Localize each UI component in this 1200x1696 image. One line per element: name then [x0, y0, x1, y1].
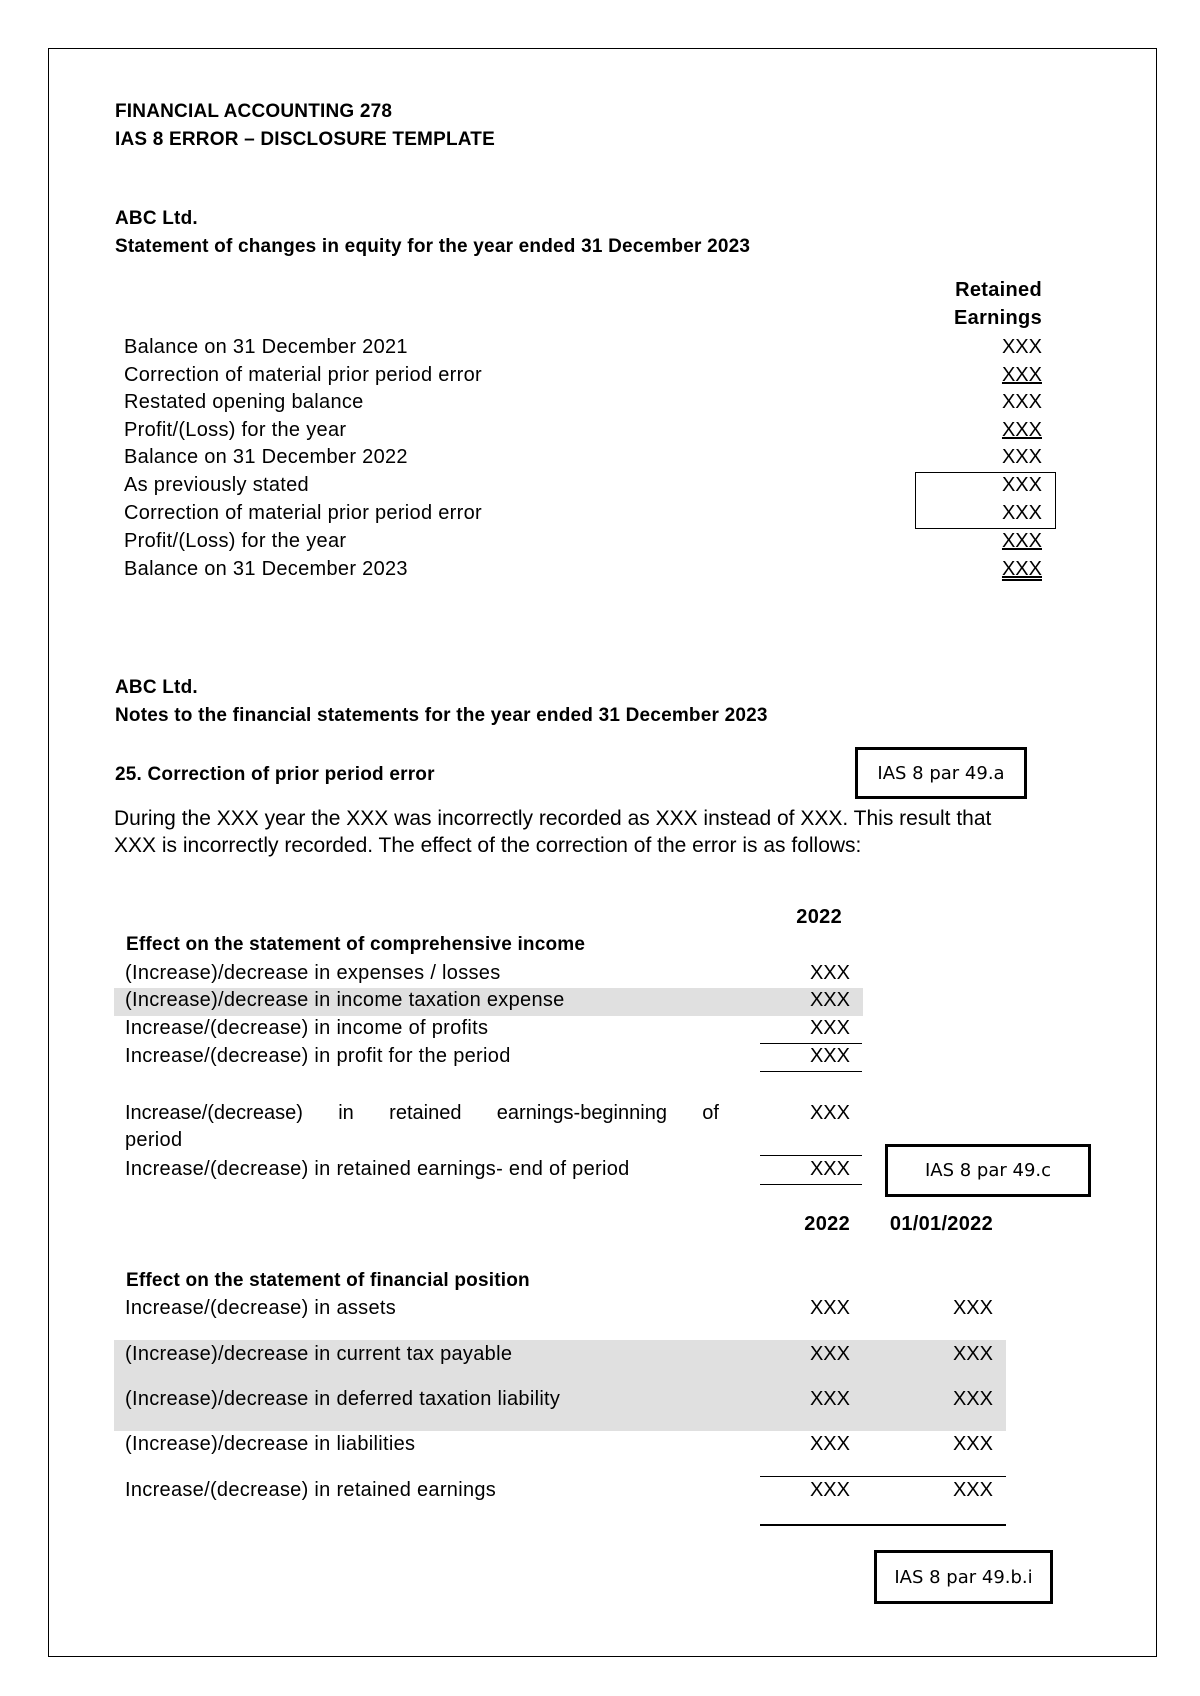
soce-row-label: Correction of material prior period error [124, 364, 482, 386]
position-row-v2: XXX [952, 1297, 993, 1319]
income-row-value: XXX [809, 1017, 850, 1039]
soce-company: ABC Ltd. [115, 208, 198, 229]
soce-row-value: XXX [1001, 502, 1042, 524]
course-title: FINANCIAL ACCOUNTING 278 [115, 101, 393, 122]
notes-title: Notes to the financial statements for the year ended 31 December 2023 [115, 705, 768, 726]
re-end-value: XXX [809, 1158, 850, 1180]
soce-row-value: XXX [1001, 364, 1042, 386]
soce-row-value: XXX [1001, 336, 1042, 358]
income-row-value: XXX [809, 1045, 850, 1067]
soce-title: Statement of changes in equity for the year ended 31 December 2023 [115, 236, 751, 257]
income-year-header: 2022 [796, 906, 842, 928]
subtotal-line [760, 1043, 862, 1044]
ref-box-49bi: IAS 8 par 49.b.i [874, 1550, 1053, 1604]
total-line [760, 1524, 1006, 1526]
position-effect-heading: Effect on the statement of financial position [126, 1270, 530, 1291]
re-end-label: Increase/(decrease) in retained earnings- end of period [125, 1158, 630, 1180]
position-col2-header: 01/01/2022 [889, 1213, 993, 1235]
note-paragraph-line: XXX is incorrectly recorded. The effect of the correction of the error is as follows: [114, 834, 862, 857]
income-row-value: XXX [809, 962, 850, 984]
total-line [760, 1071, 862, 1072]
note-paragraph [114, 805, 1054, 859]
subtotal-line [760, 1476, 1006, 1477]
position-row-v1: XXX [809, 1343, 850, 1365]
template-title: IAS 8 ERROR – DISCLOSURE TEMPLATE [115, 129, 495, 150]
income-effect-heading: Effect on the statement of comprehensive income [126, 934, 586, 955]
soce-row-value: XXX [1001, 558, 1042, 580]
position-row-v1: XXX [809, 1388, 850, 1410]
position-row-label: (Increase)/decrease in current tax payable [125, 1343, 513, 1365]
soce-row-label: As previously stated [124, 474, 309, 496]
position-row-label: Increase/(decrease) in retained earnings [125, 1479, 497, 1501]
income-row-value: XXX [809, 989, 850, 1011]
soce-row-value: XXX [1001, 474, 1042, 496]
soce-row-label: Correction of material prior period error [124, 502, 482, 524]
soce-row-label: Restated opening balance [124, 391, 364, 413]
subtotal-line [760, 1155, 862, 1156]
position-row-label: Increase/(decrease) in assets [125, 1297, 397, 1319]
notes-company: ABC Ltd. [115, 677, 198, 698]
soce-row-label: Profit/(Loss) for the year [124, 530, 347, 552]
ref-box-49c: IAS 8 par 49.c [885, 1144, 1091, 1197]
soce-row-value: XXX [1001, 446, 1042, 468]
ref-box-49a: IAS 8 par 49.a [855, 747, 1027, 799]
note-heading: 25. Correction of prior period error [115, 764, 435, 785]
position-row-label: (Increase)/decrease in deferred taxation liability [125, 1388, 561, 1410]
soce-row-label: Balance on 31 December 2023 [124, 558, 408, 580]
position-row-label: (Increase)/decrease in liabilities [125, 1433, 416, 1455]
soce-row-value: XXX [1001, 419, 1042, 441]
position-row-v2: XXX [952, 1388, 993, 1410]
position-row-v2: XXX [952, 1479, 993, 1501]
position-col1-header: 2022 [804, 1213, 850, 1235]
soce-row-value: XXX [1001, 391, 1042, 413]
income-row-label: Increase/(decrease) in income of profits [125, 1017, 489, 1039]
position-row-v2: XXX [952, 1433, 993, 1455]
position-row-v2: XXX [952, 1343, 993, 1365]
retained-earnings-header-2: Earnings [954, 307, 1042, 329]
position-row-v1: XXX [809, 1297, 850, 1319]
re-begin-label: Increase/(decrease) in retained earnings-beginning of [125, 1102, 719, 1124]
position-row-v1: XXX [809, 1433, 850, 1455]
income-row-label: (Increase)/decrease in income taxation expense [125, 989, 565, 1011]
re-begin-value: XXX [809, 1102, 850, 1124]
re-begin-label-cont: period [125, 1129, 183, 1151]
total-line [760, 1184, 862, 1185]
soce-row-label: Profit/(Loss) for the year [124, 419, 347, 441]
retained-earnings-header-1: Retained [955, 279, 1042, 301]
position-row-v1: XXX [809, 1479, 850, 1501]
soce-row-label: Balance on 31 December 2021 [124, 336, 408, 358]
note-paragraph-line: During the XXX year the XXX was incorrectly recorded as XXX instead of XXX. This result that [114, 807, 992, 830]
income-row-label: (Increase)/decrease in expenses / losses [125, 962, 501, 984]
soce-row-value: XXX [1001, 530, 1042, 552]
soce-row-label: Balance on 31 December 2022 [124, 446, 408, 468]
income-row-label: Increase/(decrease) in profit for the period [125, 1045, 511, 1067]
